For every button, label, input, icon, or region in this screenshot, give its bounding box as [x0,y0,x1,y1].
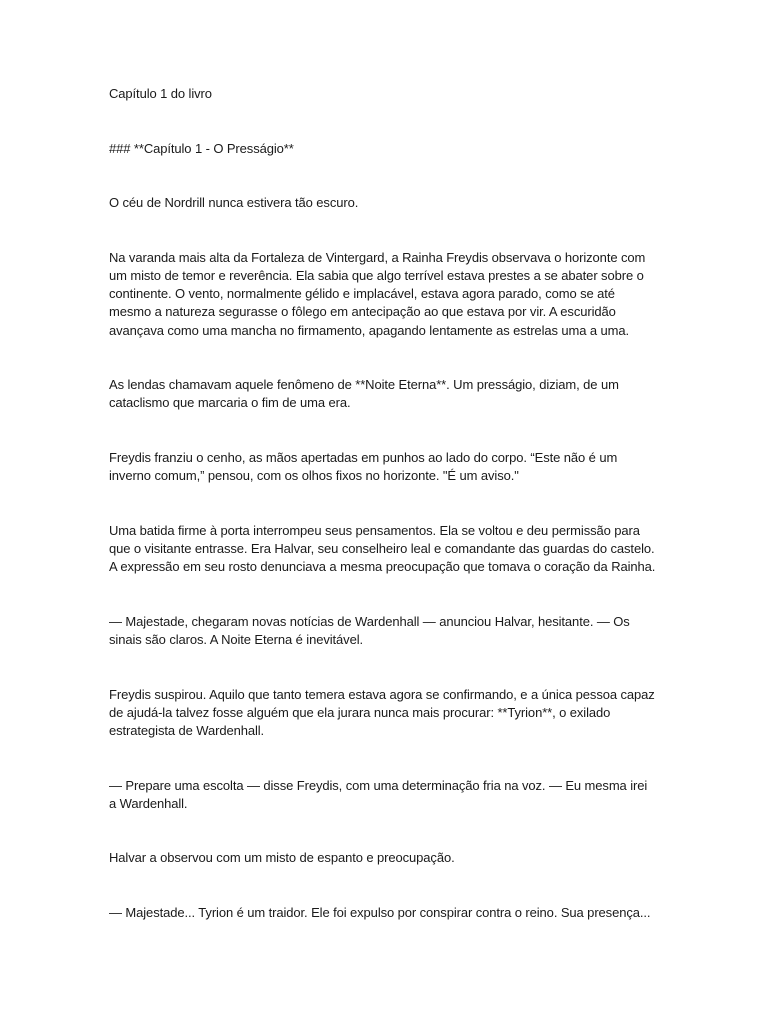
paragraph: — Prepare uma escolta — disse Freydis, com uma determinação fria na voz. — Eu mesma irei a Wardenhall. [109,777,648,811]
paragraph: — Majestade... Tyrion é um traidor. Ele foi expulso por conspirar contra o reino. Sua presença... [109,904,651,920]
chapter-title: ### **Capítulo 1 - O Presságio** [109,140,294,156]
paragraph: Freydis franziu o cenho, as mãos apertadas em punhos ao lado do corpo. “Este não é um inverno comum,” pensou, com os olhos fixos no horizonte. "É um aviso." [109,449,618,484]
paragraph: Uma batida firme à porta interrompeu seus pensamentos. Ela se voltou e deu permissão para que o visitante entrasse. Era Halvar, seu conselheiro leal e comandante das guardas do castelo. A expressão em seu rosto denunciava a mesma preocupação que tomava o coração da Rainha. [109,522,656,575]
document-heading: Capítulo 1 do livro [109,86,212,101]
paragraph: O céu de Nordrill nunca estivera tão escuro. [109,195,359,211]
document-body [109,85,657,922]
paragraph: As lendas chamavam aquele fenômeno de **Noite Eterna**. Um presságio, diziam, de um cataclismo que marcaria o fim de uma era. [109,377,619,411]
paragraph: Halvar a observou com um misto de espanto e preocupação. [109,850,455,866]
paragraph: Na varanda mais alta da Fortaleza de Vintergard, a Rainha Freydis observava o horizonte com um misto de temor e reverência. Ela sabia que algo terrível estava prestes a se abater sobre o continente. O vento, normalmente gélido e implacável, estava agora parado, como se até mesmo a natureza segurasse o fôlego em antecipação ao que estava por vir. A escuridão avançava como uma mancha no firmamento, apagando lentamente as estrelas uma a uma. [109,249,646,338]
paragraph: Freydis suspirou. Aquilo que tanto temera estava agora se confirmando, e a única pessoa capaz de ajudá-la talvez fosse alguém que ela jurara nunca mais procurar: **Tyrion**, o exilado estrategista de Wardenhall. [109,686,655,738]
paragraph: — Majestade, chegaram novas notícias de Wardenhall — anunciou Halvar, hesitante. — Os sinais são claros. A Noite Eterna é inevitável. [109,613,630,647]
